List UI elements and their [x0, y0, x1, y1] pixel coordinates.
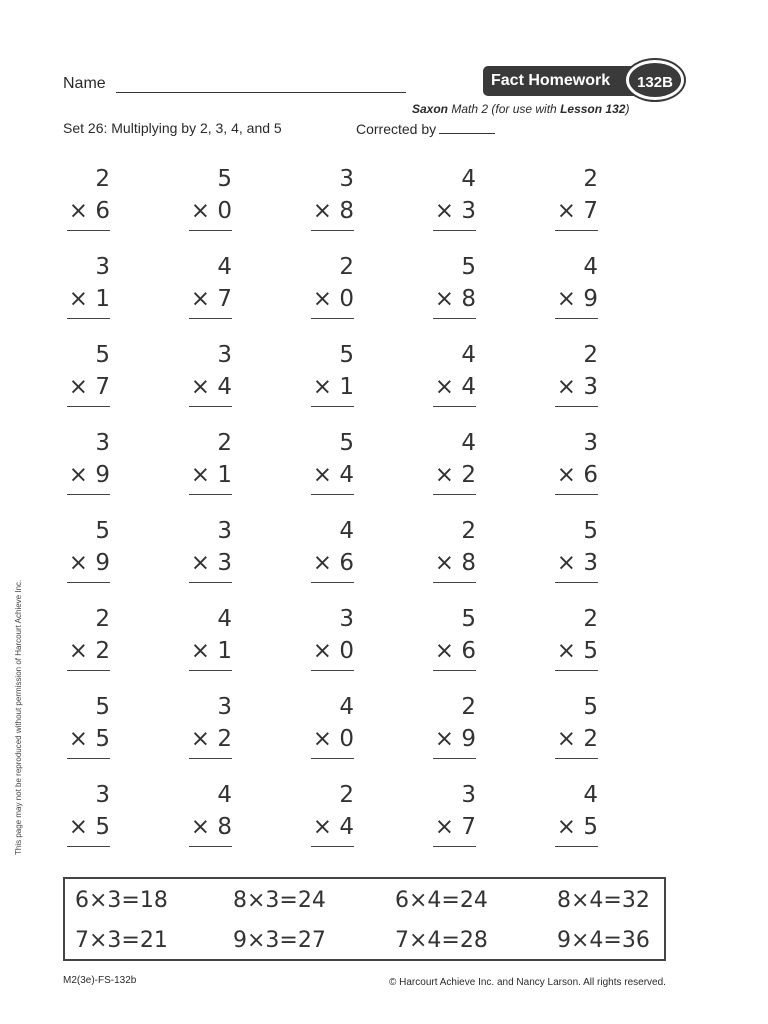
problem-multiplier: × 7	[68, 374, 110, 400]
subtitle-end: )	[625, 102, 630, 116]
problem-multiplier: × 7	[434, 814, 476, 840]
answer-line	[311, 582, 354, 583]
facts-box	[63, 877, 666, 961]
problem-item	[426, 248, 548, 336]
problem-multiplier: × 4	[312, 814, 354, 840]
problem-multiplier: × 0	[312, 638, 354, 664]
answer-line	[189, 318, 232, 319]
problem-item	[548, 776, 670, 864]
problem-top-number: 3	[461, 782, 476, 808]
problem-item	[182, 600, 304, 688]
answer-line	[311, 406, 354, 407]
answer-line	[189, 406, 232, 407]
problem-top-number: 5	[95, 694, 110, 720]
fact-equation: 7×3=21	[75, 928, 168, 953]
answer-line	[555, 846, 598, 847]
answer-line	[189, 758, 232, 759]
problem-item	[304, 512, 426, 600]
problem-top-number: 5	[217, 166, 232, 192]
answer-line	[555, 318, 598, 319]
problem-top-number: 4	[461, 430, 476, 456]
problem-item	[182, 336, 304, 424]
problem-top-number: 3	[95, 254, 110, 280]
answer-line	[311, 494, 354, 495]
name-line	[116, 92, 406, 93]
problem-multiplier: × 4	[312, 462, 354, 488]
problem-item	[60, 336, 182, 424]
problem-top-number: 3	[339, 606, 354, 632]
problem-item	[60, 600, 182, 688]
fact-equation: 6×3=18	[75, 888, 168, 913]
problem-item	[548, 336, 670, 424]
problem-top-number: 5	[583, 694, 598, 720]
problem-item	[182, 160, 304, 248]
fact-equation: 8×4=32	[557, 888, 650, 913]
problem-multiplier: × 1	[312, 374, 354, 400]
problem-multiplier: × 8	[434, 550, 476, 576]
problem-item	[182, 512, 304, 600]
copyright-side-text: This page may not be reproduced without permission of Harcourt Achieve Inc.	[14, 579, 23, 855]
problem-top-number: 5	[95, 342, 110, 368]
subtitle-lesson: Lesson 132	[560, 102, 626, 116]
corrected-label: Corrected by	[356, 121, 437, 137]
problem-top-number: 2	[217, 430, 232, 456]
problem-top-number: 4	[217, 782, 232, 808]
problem-top-number: 4	[339, 518, 354, 544]
problem-multiplier: × 6	[312, 550, 354, 576]
answer-line	[67, 758, 110, 759]
problem-item	[548, 600, 670, 688]
answer-line	[67, 846, 110, 847]
problem-multiplier: × 1	[190, 462, 232, 488]
footer-code: M2(3e)-FS-132b	[63, 975, 137, 986]
problem-item	[304, 776, 426, 864]
problem-top-number: 4	[461, 342, 476, 368]
subtitle-brand: Saxon	[412, 102, 449, 116]
problem-item	[548, 248, 670, 336]
problem-multiplier: × 9	[556, 286, 598, 312]
problem-top-number: 4	[339, 694, 354, 720]
answer-line	[67, 582, 110, 583]
answer-line	[433, 758, 476, 759]
problem-item	[304, 688, 426, 776]
problem-item	[60, 512, 182, 600]
problem-top-number: 2	[461, 518, 476, 544]
problem-top-number: 4	[217, 606, 232, 632]
answer-line	[433, 318, 476, 319]
problem-top-number: 5	[461, 254, 476, 280]
problem-top-number: 3	[217, 694, 232, 720]
fact-equation: 8×3=24	[233, 888, 326, 913]
answer-line	[67, 670, 110, 671]
problem-multiplier: × 5	[556, 814, 598, 840]
problem-item	[60, 776, 182, 864]
answer-line	[555, 758, 598, 759]
problem-multiplier: × 3	[556, 374, 598, 400]
problem-item	[182, 688, 304, 776]
problem-multiplier: × 9	[68, 550, 110, 576]
answer-line	[67, 318, 110, 319]
name-label: Name	[63, 75, 106, 92]
problem-top-number: 5	[461, 606, 476, 632]
problem-item	[182, 248, 304, 336]
problem-multiplier: × 5	[68, 814, 110, 840]
answer-line	[67, 406, 110, 407]
fact-equation: 9×3=27	[233, 928, 326, 953]
problem-item	[426, 424, 548, 512]
answer-line	[433, 670, 476, 671]
problem-top-number: 5	[339, 342, 354, 368]
problem-top-number: 3	[583, 430, 598, 456]
answer-line	[67, 494, 110, 495]
problem-multiplier: × 0	[312, 286, 354, 312]
answer-line	[311, 846, 354, 847]
problem-multiplier: × 2	[190, 726, 232, 752]
problem-top-number: 2	[583, 166, 598, 192]
problem-top-number: 4	[217, 254, 232, 280]
answer-line	[555, 494, 598, 495]
answer-line	[555, 670, 598, 671]
answer-line	[433, 406, 476, 407]
lesson-number-badge: 132B	[626, 60, 684, 100]
problem-multiplier: × 8	[434, 286, 476, 312]
problem-item	[304, 248, 426, 336]
problem-multiplier: × 3	[556, 550, 598, 576]
answer-line	[311, 230, 354, 231]
problem-item	[426, 600, 548, 688]
answer-line	[433, 494, 476, 495]
subtitle	[412, 102, 629, 116]
problem-item	[426, 160, 548, 248]
problem-top-number: 3	[95, 782, 110, 808]
problem-multiplier: × 1	[190, 638, 232, 664]
set-title: Set 26: Multiplying by 2, 3, 4, and 5	[63, 120, 282, 136]
problem-top-number: 5	[95, 518, 110, 544]
footer-copyright: © Harcourt Achieve Inc. and Nancy Larson. All rights reserved.	[389, 977, 666, 988]
answer-line	[311, 670, 354, 671]
problem-top-number: 2	[339, 254, 354, 280]
corrected-by	[356, 121, 495, 137]
problem-top-number: 5	[339, 430, 354, 456]
problem-item	[304, 336, 426, 424]
problem-multiplier: × 3	[190, 550, 232, 576]
problem-top-number: 2	[95, 606, 110, 632]
problem-multiplier: × 6	[556, 462, 598, 488]
problem-multiplier: × 8	[190, 814, 232, 840]
fact-homework-badge: Fact Homework	[483, 66, 651, 96]
answer-line	[189, 582, 232, 583]
answer-line	[555, 406, 598, 407]
problem-item	[426, 336, 548, 424]
corrected-line	[439, 133, 495, 134]
problem-multiplier: × 8	[312, 198, 354, 224]
problem-item	[182, 776, 304, 864]
problem-top-number: 5	[583, 518, 598, 544]
problem-multiplier: × 4	[190, 374, 232, 400]
problem-multiplier: × 7	[556, 198, 598, 224]
problem-multiplier: × 2	[556, 726, 598, 752]
answer-line	[433, 846, 476, 847]
answer-line	[311, 758, 354, 759]
problem-item	[60, 248, 182, 336]
problem-multiplier: × 7	[190, 286, 232, 312]
problem-top-number: 2	[583, 342, 598, 368]
subtitle-rest: Math 2 (for use with	[448, 102, 561, 116]
answer-line	[67, 230, 110, 231]
problem-item	[304, 160, 426, 248]
problem-item	[60, 160, 182, 248]
problem-multiplier: × 9	[434, 726, 476, 752]
problem-top-number: 2	[339, 782, 354, 808]
problem-top-number: 2	[95, 166, 110, 192]
problem-item	[60, 688, 182, 776]
problem-item	[60, 424, 182, 512]
problem-multiplier: × 3	[434, 198, 476, 224]
problem-top-number: 4	[583, 782, 598, 808]
problem-item	[548, 512, 670, 600]
problem-multiplier: × 0	[312, 726, 354, 752]
problem-top-number: 3	[339, 166, 354, 192]
problem-top-number: 2	[461, 694, 476, 720]
problem-multiplier: × 9	[68, 462, 110, 488]
problem-item	[548, 160, 670, 248]
problem-top-number: 3	[217, 518, 232, 544]
problem-top-number: 4	[583, 254, 598, 280]
answer-line	[555, 230, 598, 231]
problem-multiplier: × 5	[556, 638, 598, 664]
problem-multiplier: × 2	[68, 638, 110, 664]
problem-multiplier: × 5	[68, 726, 110, 752]
problem-item	[304, 424, 426, 512]
problem-top-number: 3	[217, 342, 232, 368]
problem-top-number: 4	[461, 166, 476, 192]
problem-multiplier: × 4	[434, 374, 476, 400]
problem-grid	[60, 160, 620, 864]
problem-item	[426, 512, 548, 600]
fact-equation: 6×4=24	[395, 888, 488, 913]
answer-line	[433, 230, 476, 231]
problem-top-number: 3	[95, 430, 110, 456]
fact-equation: 9×4=36	[557, 928, 650, 953]
problem-item	[548, 688, 670, 776]
fact-equation: 7×4=28	[395, 928, 488, 953]
problem-item	[304, 600, 426, 688]
problem-multiplier: × 2	[434, 462, 476, 488]
problem-multiplier: × 6	[68, 198, 110, 224]
problem-item	[182, 424, 304, 512]
answer-line	[189, 230, 232, 231]
answer-line	[189, 670, 232, 671]
problem-top-number: 2	[583, 606, 598, 632]
answer-line	[311, 318, 354, 319]
problem-item	[548, 424, 670, 512]
problem-item	[426, 688, 548, 776]
answer-line	[189, 846, 232, 847]
answer-line	[555, 582, 598, 583]
answer-line	[189, 494, 232, 495]
problem-multiplier: × 6	[434, 638, 476, 664]
problem-multiplier: × 0	[190, 198, 232, 224]
answer-line	[433, 582, 476, 583]
problem-item	[426, 776, 548, 864]
problem-multiplier: × 1	[68, 286, 110, 312]
